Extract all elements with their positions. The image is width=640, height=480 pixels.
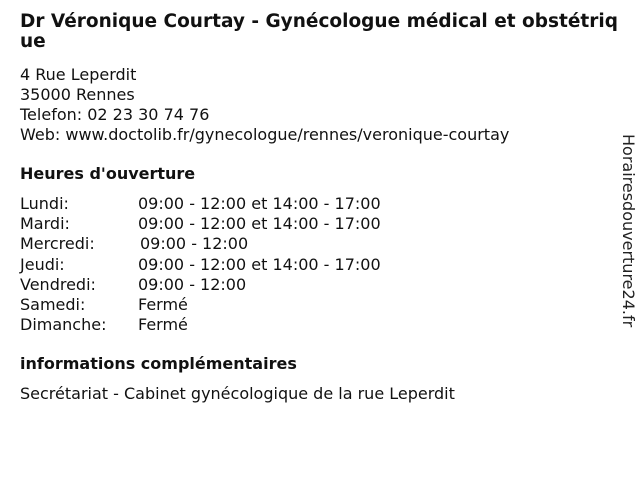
opening-hours-heading: Heures d'ouverture [20, 164, 196, 183]
page-title: Dr Véronique Courtay - Gynécologue médical et obstétrique [20, 11, 618, 52]
day-label: Jeudi: [20, 254, 65, 274]
site-watermark: Horairesdouverture24.fr [619, 134, 638, 328]
day-label: Lundi: [20, 194, 69, 213]
street-address: 4 Rue Leperdit [20, 65, 137, 84]
hours-value: Fermé [138, 315, 188, 335]
day-label: Dimanche: [20, 315, 107, 335]
hours-value: 09:00 - 12:00 [140, 234, 249, 254]
hours-value: 09:00 - 12:00 [138, 274, 247, 294]
website-link[interactable]: Web: www.doctolib.fr/gynecologue/rennes/veronique-courtay [20, 125, 510, 144]
day-label: Mardi: [20, 214, 70, 234]
hours-value: 09:00 - 12:00 et 14:00 - 17:00 [138, 194, 381, 213]
phone-number[interactable]: Telefon: 02 23 30 74 76 [20, 105, 210, 124]
hours-value: Fermé [138, 294, 188, 314]
day-label: Mercredi: [20, 234, 95, 254]
day-label: Samedi: [20, 294, 86, 314]
hours-value: 09:00 - 12:00 et 14:00 - 17:00 [138, 214, 381, 234]
city: 35000 Rennes [20, 85, 135, 104]
hours-value: 09:00 - 12:00 et 14:00 - 17:00 [138, 254, 381, 274]
additional-info-text: Secrétariat - Cabinet gynécologique de la rue Leperdit [20, 384, 455, 403]
day-label: Vendredi: [20, 274, 96, 294]
additional-info-heading: informations complémentaires [20, 354, 297, 373]
contact-block [20, 65, 509, 145]
